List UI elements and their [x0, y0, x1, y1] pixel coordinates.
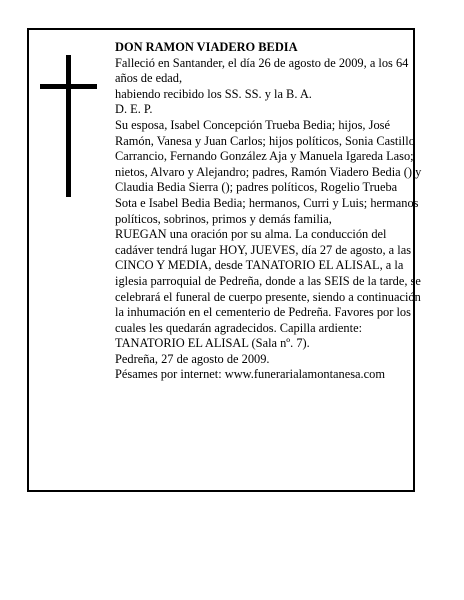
family-list: Su esposa, Isabel Concepción Trueba Bedia; hijos, José Ramón, Vanesa y Juan Carlos; hijos políticos, Sonia Castillo Carrancio, Fernando González Aja y Manuela Igareda Laso; nietos, Alvaro y Alejandro; padres, Ramón Viadero Bedia () y Claudia Bedia Sierra (); padres políticos, Rogelio Trueba Sota e Isabel Bedia Bedia; hermanos, Curri y Luis; hermanos políticos, sobrinos, primos y demás familia, [115, 117, 422, 226]
cross-horizontal-bar [40, 84, 97, 89]
sacraments-line: habiendo recibido los SS. SS. y la B. A. [115, 86, 312, 101]
deceased-name: DON RAMON VIADERO BEDIA [115, 40, 298, 54]
cross-vertical-bar [66, 55, 71, 197]
rip-line: D. E. P. [115, 102, 153, 117]
death-announcement: Falleció en Santander, el día 26 de agosto de 2009, a los 64 años de edad, [115, 55, 409, 86]
funeral-request: RUEGAN una oración por su alma. La conducción del cadáver tendrá lugar HOY, JUEVES, día 27 de agosto, a las CINCO Y MEDIA, desde TANATORIO EL ALISAL, a la iglesia parroquial de Pedreña, donde a las SEIS de la tarde, se celebrará el funeral de cuerpo presente, siendo a continuación la inhumación en el cementerio de Pedreña. Favores por los cuales les quedarán agradecidos. Capilla ardiente: TANATORIO EL ALISAL (Sala nº. 7). [115, 227, 421, 351]
obituary-text [115, 40, 422, 383]
place-date: Pedreña, 27 de agosto de 2009. [115, 351, 270, 366]
condolences-line: Pésames por internet: www.funerarialamontanesa.com [115, 367, 385, 382]
